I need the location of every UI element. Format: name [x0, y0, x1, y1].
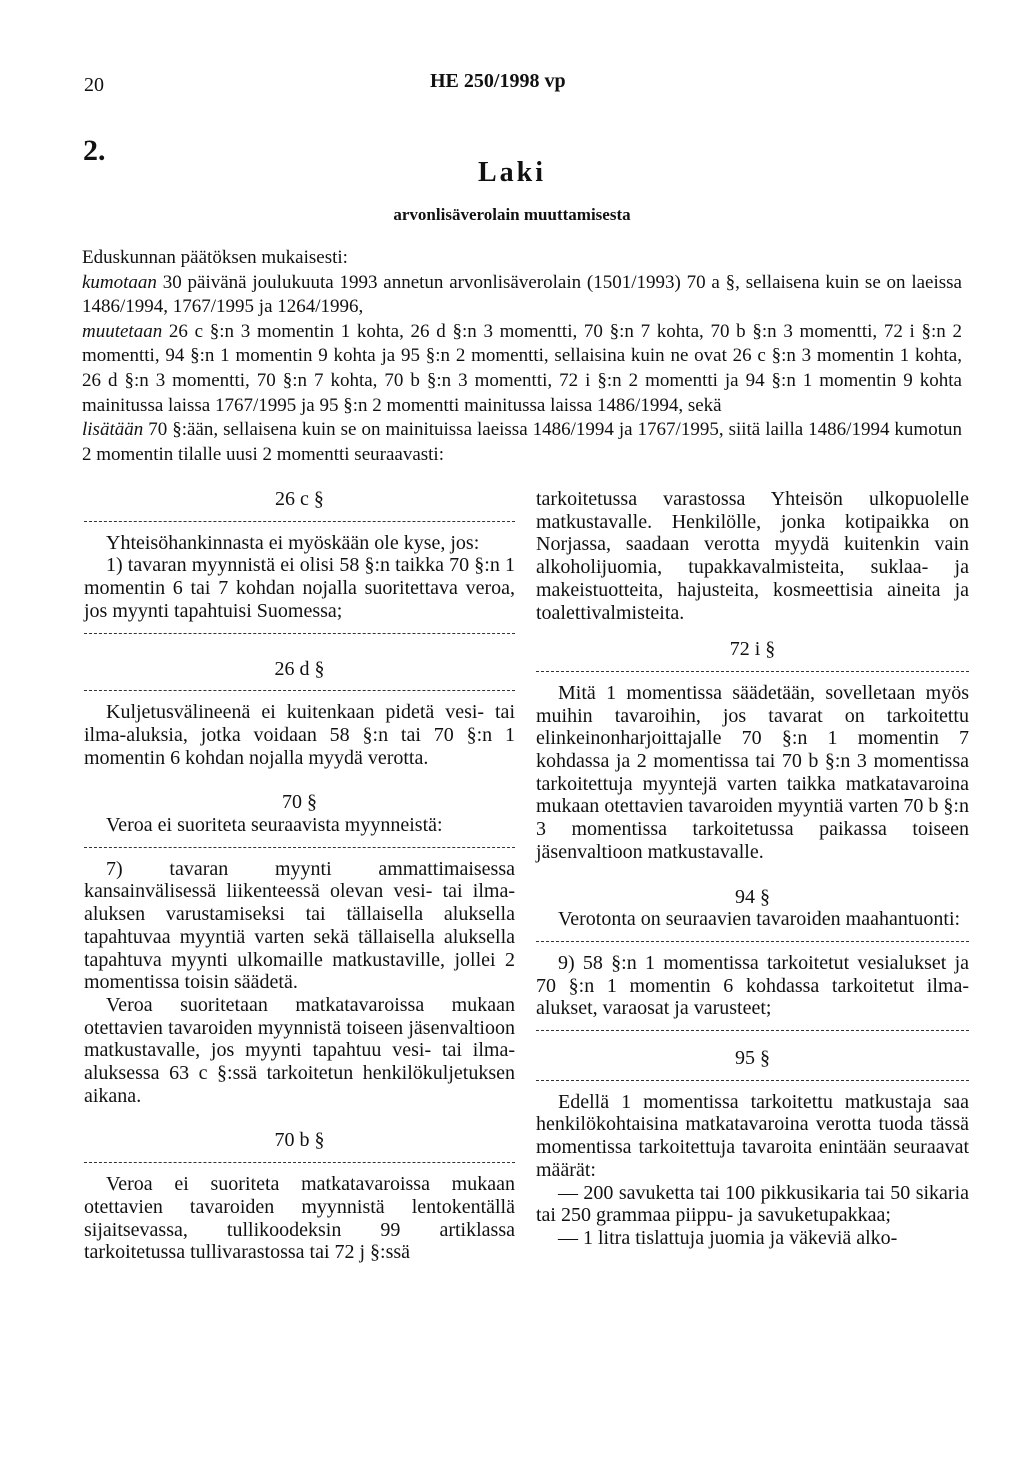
- omission-line: [84, 633, 515, 634]
- left-column: [84, 488, 515, 1264]
- omission-line: [536, 1030, 969, 1031]
- preamble: [82, 246, 962, 467]
- section-heading-95: 95 §: [735, 1047, 770, 1070]
- section-95-paragraph-1: Edellä 1 momentissa tarkoitettu matkustaja saa henkilökohtaisina matkatavaroina verotta tuoda tässä momentissa tarkoitettuja tavaroita enintään seuraavat määrät:: [536, 1090, 969, 1181]
- section-heading-72i: 72 i §: [729, 638, 776, 661]
- section-70b-continuation: tarkoitetussa varastossa Yhteisön ulkopuolelle matkustavalle. Henkilölle, jonka kotipaikka on Norjassa, saadaan verotta myydä kuitenkin vain alkoholijuomia, tupakkavalmisteita, suklaa- ja makeistuotteita, hajusteita, kosmeettisia aineita ja toalettivalmisteita.: [536, 488, 969, 624]
- section-heading-70b: 70 b §: [274, 1129, 325, 1152]
- preamble-add: [82, 418, 962, 467]
- section-26c-paragraph-2: 1) tavaran myynnistä ei olisi 58 §:n taikka 70 §:n 1 momentin 6 tai 7 kohdan nojalla suoritettava veroa, jos myynti tapahtuisi Suomessa;: [84, 554, 515, 622]
- law-subtitle: arvonlisäverolain muuttamisesta: [393, 205, 631, 224]
- section-heading-94: 94 §: [735, 885, 770, 908]
- section-26c-paragraph-1: Yhteisöhankinnasta ei myöskään ole kyse, jos:: [106, 531, 480, 554]
- section-95-list-item-2: — 1 litra tislattuja juomia ja väkeviä alko-: [558, 1226, 898, 1249]
- section-72i-paragraph-1: Mitä 1 momentissa säädetään, sovelletaan myös muihin tavaroihin, jos tavarat on tarkoitettu elinkeinonharjoittajalle 70 §:n 1 momentin 7 kohdassa ja 2 momentissa tai 70 b §:n 3 momentissa tarkoitettuja myyntejä varten taikka matkatavaroina mukaan otettavien tavaroiden myyntiä varten 70 b §:n 3 momentissa tarkoitetussa paikassa toiseen jäsenvaltioon matkustavalle.: [536, 681, 969, 863]
- preamble-add-text: 70 §:ään, sellaisena kuin se on mainituissa laeissa 1486/1994 ja 1767/1995, siitä lailla 1486/1994 kumotun 2 momentin tilalle uusi 2 momentti seuraavasti:: [82, 419, 962, 465]
- section-94-paragraph-1: Verotonta on seuraavien tavaroiden maahantuonti:: [558, 908, 961, 931]
- section-heading-26d: 26 d §: [274, 657, 325, 680]
- omission-line: [536, 941, 969, 942]
- preamble-repeal: [82, 271, 962, 320]
- section-95-list-item-1: — 200 savuketta tai 100 pikkusikaria tai 50 sikaria tai 250 grammaa piippu- ja savuketupakkaa;: [536, 1181, 969, 1227]
- right-column: [536, 488, 969, 1250]
- section-26d-paragraph-1: Kuljetusvälineenä ei kuitenkaan pidetä vesi- tai ilma-aluksia, jotka voidaan 58 §:n tai 70 §:n 1 momentin 6 kohdan nojalla myydä verotta.: [84, 701, 515, 769]
- omission-line: [536, 1080, 969, 1081]
- section-70b-paragraph-1: Veroa ei suoriteta matkatavaroissa mukaan otettavien tavaroiden myynnistä lentokentällä sijaitsevassa, tullikoodeksin 99 artiklassa tarkoitetussa tullivarastossa tai 72 j §:ssä: [84, 1173, 515, 1264]
- preamble-amend: [82, 320, 962, 418]
- keyword-repeal: kumotaan: [82, 271, 157, 293]
- running-head: HE 250/1998 vp: [430, 70, 566, 92]
- preamble-amend-text: 26 c §:n 3 momentin 1 kohta, 26 d §:n 3 momentti, 70 §:n 7 kohta, 70 b §:n 3 momentti, 72 i §:n 2 momentti, 94 §:n 1 momentin 9 kohta ja 95 §:n 2 momentti, sellaisina kuin ne ovat 26 c §:n 3 momentin 1 kohta, 26 d §:n 3 momentti, 70 §:n 7 kohta, 70 b §:n 3 momentti, 72 i §:n 2 momentti ja 94 §:n 1 momentin 9 kohta mainitussa laissa 1767/1995 ja 95 §:n 2 momentti mainitussa laissa 1486/1994, sekä: [82, 320, 962, 416]
- law-title: Laki: [477, 157, 547, 188]
- page-number: 20: [84, 74, 104, 96]
- section-70-paragraph-2: 7) tavaran myynti ammattimaisessa kansainvälisessä liikenteessä olevan vesi- tai ilma-aluksen varustamiseksi tai tällaisella aluksella tapahtuvaa myyntiä varten sekä tällaisella aluksella tapahtuva myynti ulkomaille matkustaville, jollei 2 momentissa toisin säädetä.: [84, 857, 515, 994]
- section-70-paragraph-1: Veroa ei suoriteta seuraavista myynneistä:: [106, 814, 443, 837]
- law-number: 2.: [83, 134, 106, 167]
- keyword-amend: muutetaan: [82, 320, 163, 342]
- omission-line: [536, 671, 969, 672]
- preamble-repeal-text: 30 päivänä joulukuuta 1993 annetun arvonlisäverolain (1501/1993) 70 a §, sellaisena kuin se on laeissa 1486/1994, 1767/1995 ja 1264/1996,: [82, 271, 962, 318]
- section-94-paragraph-2: 9) 58 §:n 1 momentissa tarkoitetut vesialukset ja 70 §:n 1 momentin 6 kohdassa tarkoitetut ilma-alukset, varaosat ja varusteet;: [536, 951, 969, 1020]
- omission-line: [84, 690, 515, 691]
- omission-line: [84, 1162, 515, 1163]
- section-heading-26c: 26 c §: [275, 488, 324, 510]
- section-70-paragraph-3: Veroa suoritetaan matkatavaroissa mukaan otettavien tavaroiden myynnistä toiseen jäsenvaltioon matkustavalle, jos myynti tapahtuu vesi- tai ilma-aluksessa 63 c §:ssä tarkoitetun henkilökuljetuksen aikana.: [84, 993, 515, 1107]
- omission-line: [84, 521, 515, 522]
- section-heading-70: 70 §: [282, 791, 317, 814]
- omission-line: [84, 847, 515, 848]
- keyword-add: lisätään: [82, 419, 144, 441]
- preamble-intro: Eduskunnan päätöksen mukaisesti:: [82, 247, 348, 268]
